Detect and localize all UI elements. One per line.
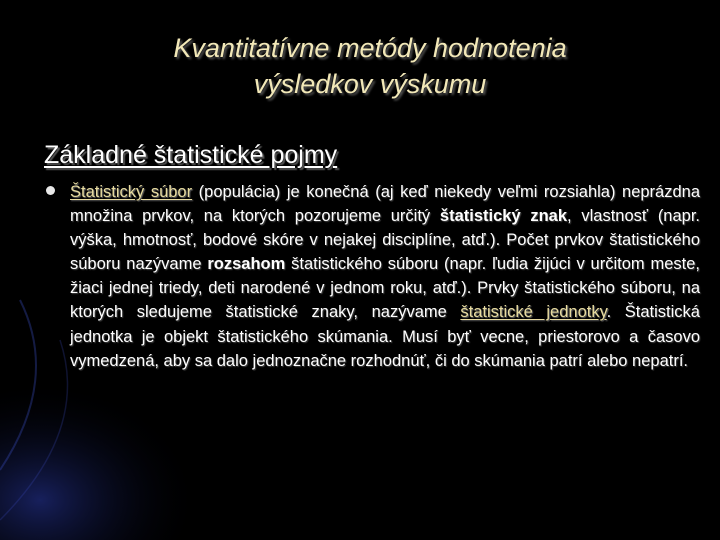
text-segment: , vlastnosť (napr. výška, hmotnosť, bodové skóre v nejakej disciplíne, atď.). Počet prvkov štatistického súboru nazývame: [70, 207, 701, 274]
term-statisticke-jednotky: štatistické jednotky: [460, 303, 607, 322]
term-statisticky-subor: Štatistický súbor: [70, 183, 193, 201]
definition-paragraph: [70, 180, 700, 373]
title-line-1: Kvantitatívne metódy hodnotenia: [173, 33, 567, 63]
title-line-2: výsledkov výskumu: [253, 69, 487, 99]
text-segment: . Štatistická jednotka je objekt štatistického skúmania. Musí byť vecne, priestorovo a časovo vymedzená, aby sa dalo jednoznačne rozhodnúť, či do skúmania patrí alebo nepatrí.: [70, 303, 700, 370]
bullet-dot: [46, 186, 55, 195]
text-segment: (populácia) je konečná (aj keď niekedy veľmi rozsiahla) neprázdna množina prvkov, na ktorých pozorujeme určitý: [70, 183, 700, 226]
text-segment: štatistického súboru (napr. ľudia žijúci v určitom meste, žiaci jednej triedy, deti narodené v jednom roku, atď.). Prvky štatistického súboru, na ktorých sledujeme štatistické znaky, nazývame: [70, 255, 700, 322]
term-statisticky-znak: štatistický znak: [439, 207, 568, 226]
slide-title: [60, 30, 680, 102]
section-heading: Základné štatistické pojmy: [44, 141, 338, 169]
term-rozsah: rozsahom: [207, 255, 286, 274]
